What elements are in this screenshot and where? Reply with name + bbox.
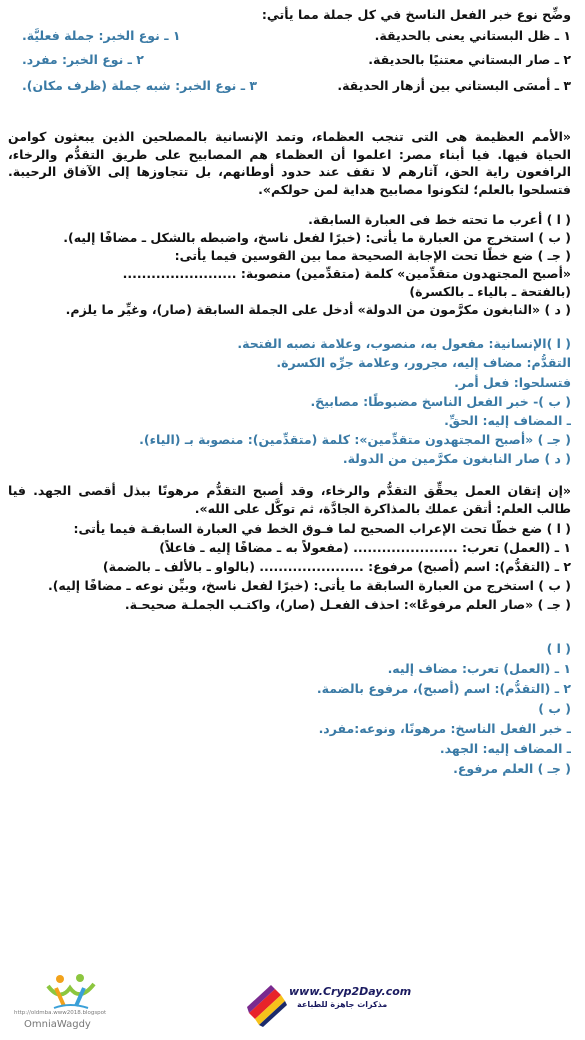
exercise2-question-d: ( د ) «النابغون مكرَّمون من الدولة» أدخل على الجملة السابقة (صار)، وغيِّر ما يلزم.	[65, 302, 571, 317]
exercise1-question-2: ٢ ـ صار البستاني معتنيًا بالحديقة.	[368, 52, 571, 67]
exercise1-answer-1: ١ ـ نوع الخبر: جملة فعليَّة.	[22, 28, 181, 43]
exercise3-answer-b2: ـ المضاف إليه: الجهد.	[439, 741, 571, 756]
exercise2-passage: «الأمم العظيمة هى التى تنجب العظماء، وتمد الإنسانية بالمصلحين الذين يبعثون كوامن الحياة فيها. فيا أبناء مصر: اعلموا أن العظماء هم المصابيح على طريق التقدُّم والرخاء، الرافعون راية الحق، آثارهم لا تقف عند حدود أوطانهم، بل تتجاوزها إلى الآفاق الرحيبة. فتسلحوا بالعلم؛ لتكونوا مصابيح هداية لمن حولكم».	[8, 129, 571, 197]
omniawagdy-logo	[14, 972, 124, 1032]
site-url-text: www.Cryp2Day.com	[289, 985, 412, 998]
exercise2-question-a: ( ا ) أعرب ما تحته خط فى العبارة السابقة.	[308, 212, 571, 227]
exercise3-question-a: ( ا ) ضع خطًّا تحت الإعراب الصحيح لما فـوق الخط في العبارة السابقـة فيما يأتى:	[73, 521, 571, 536]
exercise2-answer-b1: ( ب )- خبر الفعل الناسخ مضبوطًا: مصابيحَ.	[310, 394, 571, 409]
book-stripes-icon	[245, 983, 289, 1027]
site-tagline-text: مذكرات جاهزة للطباعة	[297, 1000, 388, 1009]
cryp2day-logo	[245, 983, 412, 1033]
exercise2-answer-b2: ـ المضاف إليه: الحقِّ.	[444, 413, 571, 428]
exercise3-question-b: ( ب ) استخرج من العبارة السابقة ما يأتى: (خبرًا لفعل ناسخ، وبيِّن نوعه ـ مضافًا إليه).	[47, 578, 571, 593]
exercise2-question-c-sentence: «أصبح المجتهدون متقدِّمين» كلمة (متقدِّمين) منصوبة: ........................	[122, 266, 571, 281]
exercise2-answer-d: ( د ) صار النابغون مكرَّمين من الدولة.	[342, 451, 571, 466]
exercise2-answer-a2: التقدُّم: مضاف إليه، مجرور، وعلامة جرِّه الكسرة.	[276, 355, 571, 370]
exercise2-answer-a1: ( ا )الإنسانية: مفعول به، منصوب، وعلامة نصبه الفتحة.	[237, 336, 571, 351]
logo-url-text: http://oldmba.www2018.blogspot	[14, 1010, 107, 1016]
exercise1-row-1	[8, 28, 571, 46]
exercise2-answer-a3: فتسلحوا: فعل أمر.	[454, 375, 571, 390]
exercise2-question-c: ( جـ ) ضع خطًا تحت الإجابة الصحيحة مما بين القوسين فيما يأتى:	[174, 248, 571, 263]
exercise1-row-2	[8, 52, 571, 70]
exercise3-answer-a-label: ( ا )	[546, 641, 571, 656]
exercise3-answer-b1: ـ خبر الفعل الناسخ: مرهونًا، ونوعه:مفرد.	[318, 721, 571, 736]
exercise3-question-a2: ٢ ـ (التقدُّم): اسم (أصبح) مرفوع: ...................... (بالواو ـ بالألف ـ بالضمة)	[102, 559, 571, 574]
exercise3-question-a1: ١ ـ (العمل) تعرب: ...................... (مفعولاً به ـ مضافًا إليه ـ فاعلاً)	[159, 540, 571, 555]
exercise1-question-1: ١ ـ ظل البستاني يعنى بالحديقة.	[374, 28, 571, 43]
exercise3-answer-b-label: ( ب )	[538, 701, 571, 716]
exercise3-question-c: ( جـ ) «صار العلم مرفوعًا»: احذف الفعـل (صار)، واكتـب الجملـة صحيحـة.	[124, 597, 571, 612]
exercise1-heading: وضِّح نوع خبر الفعل الناسخ في كل جملة مما يأتي:	[261, 7, 571, 22]
exercise1-row-3	[8, 78, 571, 96]
exercise3-passage: «إن إتقان العمل يحقِّق التقدُّم والرخاء، وقد أصبح التقدُّم مرهونًا ببذل أقصى الجهد. فيا طالب العلم: أتقن عملك بالمذاكرة الجادَّة، ثم توكَّل على الله».	[8, 483, 571, 516]
people-logo-icon	[36, 972, 106, 1012]
exercise1-answer-2: ٢ ـ نوع الخبر: مفرد.	[22, 52, 144, 67]
logo-brand-text: OmniaWagdy	[24, 1019, 91, 1030]
exercise2-question-b: ( ب ) استخرج من العبارة ما يأتى: (خبرًا لفعل ناسخ، واضبطه بالشكل ـ مضافًا إليه).	[63, 230, 571, 245]
exercise2-answer-c: ( جـ ) «أصبح المجتهدون متقدِّمين»: كلمة (متقدِّمين): منصوبة بـ (الياء).	[139, 432, 571, 447]
exercise2-question-c-options: (بالفتحة ـ بالياء ـ بالكسرة)	[409, 284, 571, 299]
exercise3-answer-a2: ٢ ـ (التقدُّم): اسم (أصبح)، مرفوع بالضمة.	[316, 681, 571, 696]
exercise1-question-3: ٣ ـ أمسَى البستاني بين أزهار الحديقة.	[337, 78, 571, 93]
exercise3-answer-c: ( جـ ) العلم مرفوع.	[453, 761, 571, 776]
exercise1-answer-3: ٣ ـ نوع الخبر: شبه جملة (ظرف مكان).	[22, 78, 257, 93]
exercise3-answer-a1: ١ ـ (العمل) تعرب: مضاف إليه.	[387, 661, 571, 676]
